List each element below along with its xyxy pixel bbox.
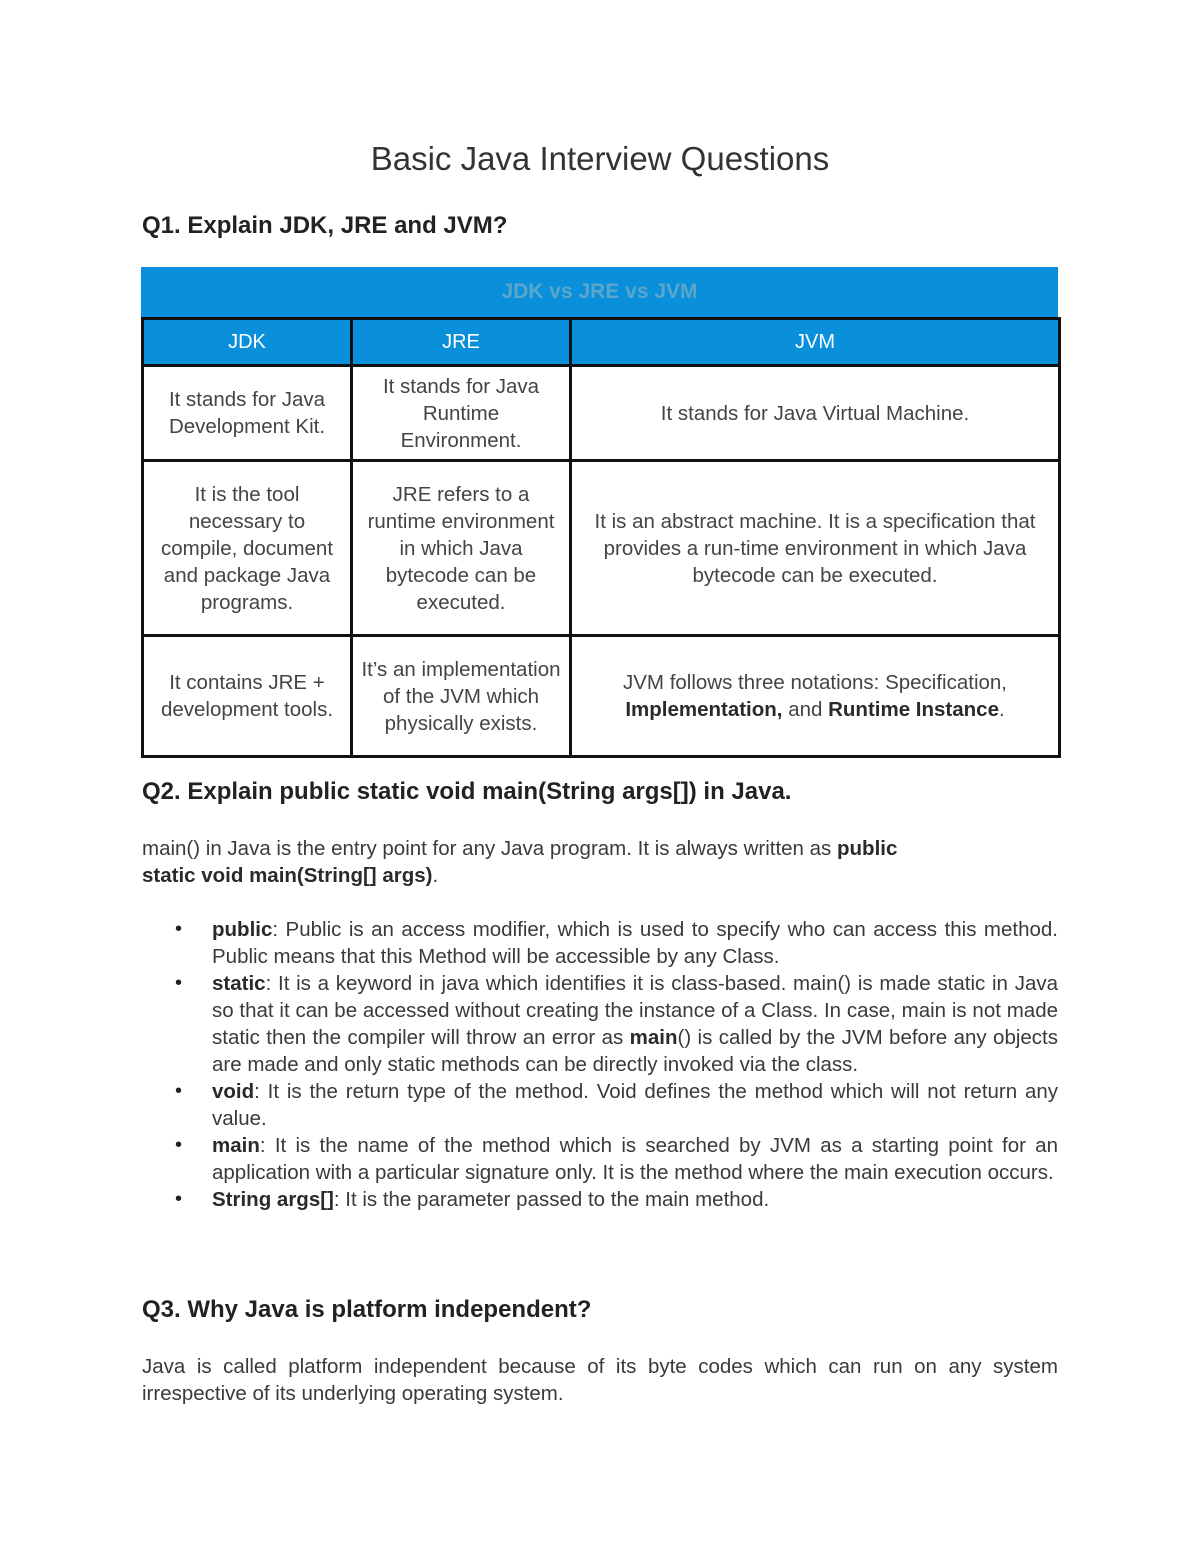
q2-intro bbox=[142, 835, 912, 889]
table-banner: JDK vs JRE vs JVM bbox=[141, 267, 1058, 317]
table-row bbox=[143, 366, 1060, 461]
q3-body: Java is called platform independent because of its byte codes which can run on any system irrespective of its underlying operating system. bbox=[142, 1355, 1058, 1405]
table-row bbox=[143, 636, 1060, 757]
intro-signature: public static void main(String[] args) bbox=[142, 837, 898, 887]
list-item bbox=[142, 970, 1058, 1078]
header-jdk: JDK bbox=[143, 319, 352, 366]
keyword-description: : Public is an access modifier, which is used to specify who can access this method. Public means that this Method will be accessible by any Class. bbox=[212, 918, 1058, 968]
notations-suffix: . bbox=[998, 698, 1005, 721]
keyword-description: : It is the name of the method which is searched by JVM as a starting point for an application with a particular signature only. It is the method where the main execution occurs. bbox=[212, 1134, 1058, 1184]
table-row bbox=[143, 461, 1060, 636]
header-jre: JRE bbox=[352, 319, 571, 366]
table-cell-jvm-notations bbox=[571, 636, 1060, 757]
bullet-icon: • bbox=[175, 1080, 183, 1102]
page-title: Basic Java Interview Questions bbox=[370, 140, 830, 177]
jdk-jre-jvm-table bbox=[141, 317, 1061, 758]
keyword: String args[] bbox=[212, 1188, 334, 1211]
notation-runtime-instance: Runtime Instance bbox=[828, 698, 999, 721]
table-cell: It stands for Java Runtime Environment. bbox=[352, 366, 571, 461]
table-cell: It stands for Java Development Kit. bbox=[143, 366, 352, 461]
keyword: static bbox=[212, 972, 266, 995]
comparison-table bbox=[141, 267, 1058, 758]
notations-prefix: JVM follows three notations: Specification, bbox=[623, 671, 1007, 694]
intro-end: . bbox=[432, 864, 439, 887]
q1-heading: Q1. Explain JDK, JRE and JVM? bbox=[142, 212, 508, 239]
keyword-description-cont: () is called by the JVM before any objects are made and only static methods can be directly invoked via the class. bbox=[212, 1026, 1058, 1076]
bullet-icon: • bbox=[175, 918, 183, 940]
keyword: main bbox=[212, 1134, 260, 1157]
table-cell: JRE refers to a runtime environment in which Java bytecode can be executed. bbox=[352, 461, 571, 636]
table-cell: It is the tool necessary to compile, document and package Java programs. bbox=[143, 461, 352, 636]
notation-implementation: Implementation, bbox=[625, 698, 783, 721]
table-cell: It’s an implementation of the JVM which physically exists. bbox=[352, 636, 571, 757]
header-jvm: JVM bbox=[571, 319, 1060, 366]
list-item bbox=[142, 1078, 1058, 1132]
table-cell: It stands for Java Virtual Machine. bbox=[571, 366, 1060, 461]
keyword-description: : It is the return type of the method. Void defines the method which will not return any value. bbox=[212, 1080, 1058, 1130]
keyword-inline: main bbox=[629, 1026, 678, 1049]
intro-text: main() in Java is the entry point for any Java program. It is always written as bbox=[142, 837, 837, 860]
table-cell: It contains JRE + development tools. bbox=[143, 636, 352, 757]
keyword-description: : It is the parameter passed to the main method. bbox=[333, 1188, 770, 1211]
list-item bbox=[142, 916, 1058, 970]
q2-heading: Q2. Explain public static void main(String args[]) in Java. bbox=[142, 778, 792, 805]
bullet-icon: • bbox=[175, 1188, 183, 1210]
main-keywords-list bbox=[142, 916, 1058, 1213]
keyword: public bbox=[212, 918, 273, 941]
list-item bbox=[142, 1132, 1058, 1186]
keyword: void bbox=[212, 1080, 255, 1103]
q3-heading: Q3. Why Java is platform independent? bbox=[142, 1296, 592, 1323]
keyword-description: : It is a keyword in java which identifies it is class-based. main() is made static in Java so that it can be accessed without creating the instance of a Class. In case, main is not made static then the compiler will throw an error as bbox=[212, 972, 1058, 1049]
table-header-row bbox=[143, 319, 1060, 366]
notations-and: and bbox=[782, 698, 829, 721]
table-cell: It is an abstract machine. It is a specification that provides a run-time environment in which Java bytecode can be executed. bbox=[571, 461, 1060, 636]
bullet-icon: • bbox=[175, 1134, 183, 1156]
bullet-icon: • bbox=[175, 972, 183, 994]
list-item bbox=[142, 1186, 1058, 1213]
